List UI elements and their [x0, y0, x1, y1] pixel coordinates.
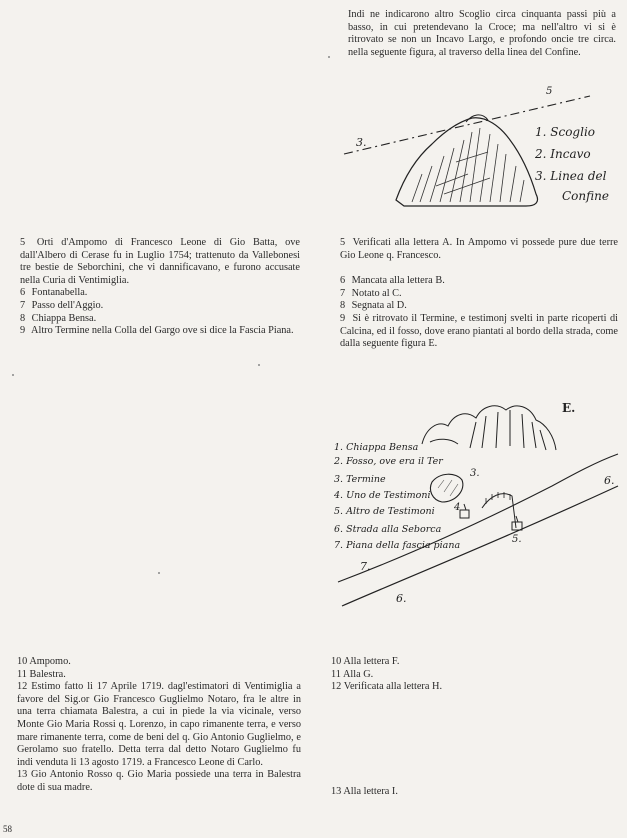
fig-e-mark-6a: 6. [604, 474, 615, 487]
fig-e-mark-4: 4 [454, 502, 461, 513]
fig-e-mark-6b: 6. [396, 592, 407, 605]
entry-right-7: 7 Notato al C. [340, 287, 402, 299]
fig-e-mark-5: 5. [512, 534, 522, 545]
fig1-label-3b: Confine [562, 189, 609, 203]
entry-left-6: 6 Fontanabella. [20, 287, 88, 299]
fig1-mark-5: 5 [546, 86, 553, 97]
intro-paragraph: Indi ne indicarono altro Scoglio circa cinquanta passi più a basso, in cui pretendevano la Croce; ma nell'altro vi si è ritrovato se non un Incavo Largo, e profondo oncie tre circa. nella seguente figura, al traverso della linea del Confine. [348, 9, 616, 58]
right-top-entries [340, 237, 618, 351]
fig-e-label-6: 6. Strada alla Seborca [334, 524, 442, 535]
entry-left-13: 13 Gio Antonio Rosso q. Gio Maria possiede una terra in Balestra dote di sua madre. [17, 769, 301, 793]
entry-right-5: 5 Verificati alla lettera A. In Ampomo vi possede pure due terre Gio Leone q. Francesco. [340, 237, 618, 261]
entry-left-12: 12 Estimo fatto li 17 Aprile 1719. dagl'estimatori di Ventimiglia a favore del Sig.or Gio Francesco Guglielmo Notaro, fra le altre in una terra chiamata Balestra, a cui in piede la via vicinale, verso Monte Gio Maria Rossi q. Lorenzo, in capo rimanente terra, e verso mare rimanente terra, come de beni del q. Gio Antonio Guglielmo, e Gerolamo suo fratello. Detta terra dal detto Notaro Guglielmo fu indi venduta li 13 agosto 1719. a Francesco Leone di Carlo. [17, 681, 301, 768]
left-bottom-entries [17, 656, 301, 795]
fig-e-label-7: 7. Piana della fascia piana [334, 540, 461, 551]
fig1-label-2: 2. Incavo [535, 147, 591, 161]
right-bottom-entries [331, 656, 617, 694]
entry-left-8: 8 Chiappa Bensa. [20, 312, 97, 324]
fig-e-label-2: 2. Fosso, ove era il Ter [334, 456, 443, 467]
left-top-entries [20, 237, 300, 338]
entry-right-13: 13 Alla lettera I. [331, 786, 398, 797]
entry-right-12: 12 Verificata alla lettera H. [331, 681, 443, 693]
scan-speck [158, 572, 160, 574]
page-number: 58 [3, 824, 12, 834]
fig-e-label-5: 5. Altro de Testimoni [334, 506, 435, 517]
entry-right-11: 11 Alla G. [331, 668, 374, 680]
fig1-label-1: 1. Scoglio [535, 125, 596, 139]
fig-e-label-4: 4. Uno de Testimoni [334, 490, 431, 501]
figure-e-sketch [326, 392, 624, 614]
entry-left-11: 11 Balestra. [17, 668, 66, 680]
fig-e-label-1: 1. Chiappa Bensa [334, 442, 419, 453]
entry-right-9: 9 Si è ritrovato il Termine, e testimonj svelti in parte ricoperti di Calcina, ed il fosso, dove erano piantati al bordo della strada, come dalla seguente figura E. [340, 312, 618, 350]
fig1-mark-3: 3. [356, 136, 367, 149]
entry-right-8: 8 Segnata al D. [340, 300, 407, 312]
fig-e-label-3: 3. Termine [334, 474, 386, 485]
scan-speck [328, 56, 330, 58]
fig-e-mark-7: 7. [360, 560, 371, 573]
figure-scoglio-sketch [340, 82, 622, 214]
entry-right-10: 10 Alla lettera F. [331, 656, 400, 667]
entry-left-9: 9 Altro Termine nella Colla del Gargo ove si dice la Fascia Piana. [20, 325, 294, 337]
entry-right-6: 6 Mancata alla lettera B. [340, 275, 445, 287]
entry-left-10: 10 Ampomo. [17, 656, 71, 667]
scan-speck [258, 364, 260, 366]
fig1-label-3: 3. Linea del [535, 169, 607, 183]
entry-left-5: 5 Orti d'Ampomo di Francesco Leone di Gio Batta, ove dall'Albero di Cerase fu in Luglio 1754; trattenuto da Vallebonesi tre bestie de Seborchini, che vi dannificavano, e furono accusate nella Curia di Ventimiglia. [20, 237, 301, 286]
scan-speck [12, 374, 14, 376]
fig-e-mark-3: 3. [470, 468, 480, 479]
fig-e-letter: E. [562, 401, 576, 415]
entry-left-7: 7 Passo dell'Aggio. [20, 299, 104, 311]
